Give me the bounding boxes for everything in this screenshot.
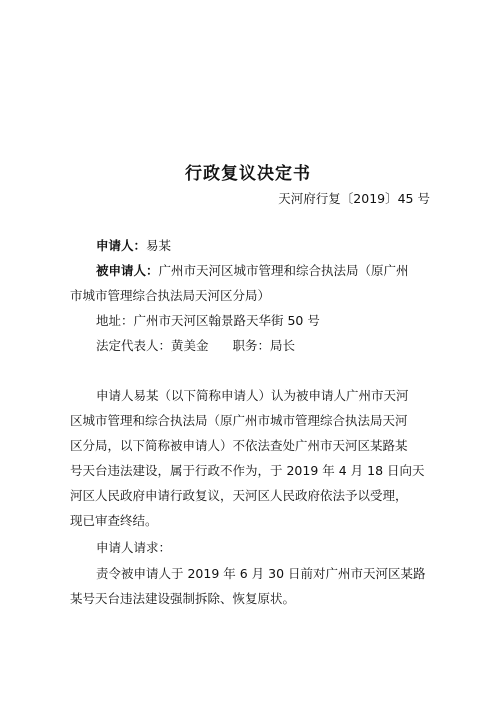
document-title: 行政复议决定书	[185, 164, 311, 184]
applicant-line	[96, 237, 171, 255]
paragraph-2-line-2: 某号天台违法建设强制拆除、恢复原状。	[70, 591, 296, 606]
paragraph-1-line-6: 现已审查终结。	[70, 513, 158, 528]
representative-position: 职务：局长	[232, 338, 296, 353]
paragraph-1-line-4: 号天台违法建设，属于行政不作为，于 2019 年 4 月 18 日向天	[70, 463, 425, 478]
applicant-label: 申请人：	[96, 238, 147, 253]
paragraph-1-line-1: 申请人易某（以下简称申请人）认为被申请人广州市天河	[96, 388, 409, 403]
respondent-line-2: 市城市管理综合执法局天河区分局）	[70, 288, 271, 303]
applicant-name: 易某	[146, 238, 172, 253]
respondent-name-part1: 广州市天河区城市管理和综合执法局（原广州	[158, 263, 409, 278]
respondent-line-1	[96, 262, 409, 280]
paragraph-1-line-5: 河区人民政府申请行政复议，天河区人民政府依法予以受理，	[70, 488, 408, 503]
paragraph-1-line-2: 区城市管理和综合执法局（原广州市城市管理综合执法局天河	[70, 413, 408, 428]
paragraph-1-line-3: 区分局，以下简称被申请人）不依法查处广州市天河区某路某	[70, 438, 408, 453]
paragraph-2-line-1: 责令被申请人于 2019 年 6 月 30 日前对广州市天河区某路	[96, 566, 426, 581]
respondent-address: 地址：广州市天河区翰景路天华街 50 号	[96, 313, 320, 328]
legal-representative: 法定代表人：黄美金	[96, 338, 209, 353]
request-heading: 申请人请求：	[96, 540, 172, 555]
respondent-label: 被申请人：	[96, 263, 159, 278]
document-number: 天河府行复〔2019〕45 号	[278, 191, 430, 206]
legal-representative-line	[96, 337, 295, 355]
